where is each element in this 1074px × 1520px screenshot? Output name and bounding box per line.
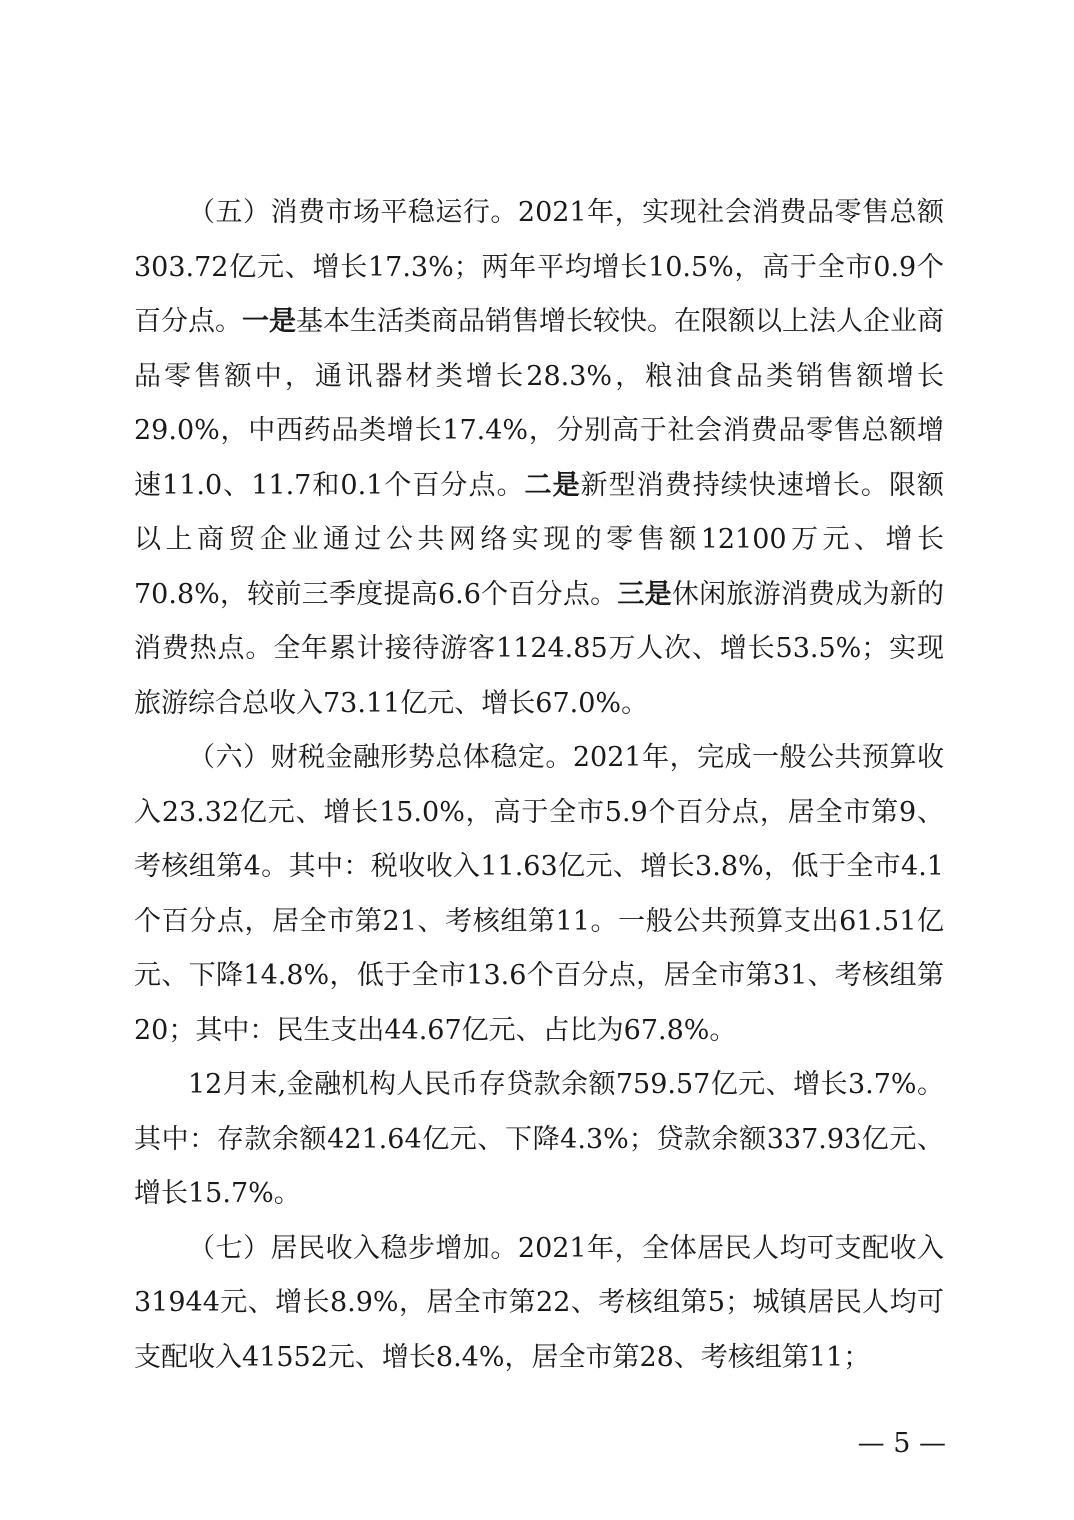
paragraph-deposits-loans <box>134 1058 944 1222</box>
paragraph-text: 。2021年，实现社会消费品零售总额303.72亿元、增长17.3%；两年平均增长10.5%，高于全市0.9个百分点。 <box>134 197 944 337</box>
paragraph-text: 新型消费持续快速增长。限额以上商贸企业通过公共网络实现的零售额12100万元、增长70.8%，较前三季度提高6.6个百分点。 <box>134 469 944 610</box>
section-heading: （五）消费市场平稳运行 <box>188 197 491 228</box>
page-number: — 5 — <box>857 1428 946 1459</box>
paragraph-fiscal-finance <box>134 731 944 1058</box>
paragraph-text: 休闲旅游消费成为新的消费热点。全年累计接待游客1124.85万人次、增长53.5%；实现旅游综合总收入73.11亿元、增长67.0%。 <box>134 578 945 719</box>
paragraph-text: 。2021年，全体居民人均可支配收入31944元、增长8.9%，居全市第22、考核组第5；城镇居民人均可支配收入41552元、增长8.4%，居全市第28、考核组第11； <box>134 1232 944 1373</box>
body-text <box>134 186 944 1385</box>
lead-marker: 一是 <box>242 306 296 337</box>
section-heading: （七）居民收入稳步增加 <box>188 1232 491 1264</box>
lead-marker: 二是 <box>524 469 581 501</box>
paragraph-resident-income <box>134 1222 944 1386</box>
lead-marker: 三是 <box>617 578 672 610</box>
paragraph-consumer-market <box>134 186 944 731</box>
section-heading: （六）财税金融形势总体稳定 <box>188 742 546 773</box>
paragraph-text: 基本生活类商品销售增长较快。在限额以上法人企业商品零售额中，通讯器材类增长28.3%，粮油食品类销售额增长29.0%，中西药品类增长17.4%，分别高于社会消费品零售总额增速11.0、11.7和0.1个百分点。 <box>134 306 944 501</box>
paragraph-text: 。2021年，完成一般公共预算收入23.32亿元、增长15.0%，高于全市5.9个百分点，居全市第9、考核组第4。其中：税收收入11.63亿元、增长3.8%，低于全市4.1个百分点，居全市第21、考核组第11。一般公共预算支出61.51亿元、下降14.8%，低于全市13.6个百分点，居全市第31、考核组第20；其中：民生支出44.67亿元、占比为67.8%。 <box>134 742 944 1046</box>
paragraph-text: 12月末,金融机构人民币存贷款余额759.57亿元、增长3.7%。其中：存款余额421.64亿元、下降4.3%；贷款余额337.93亿元、增长15.7%。 <box>134 1069 944 1209</box>
